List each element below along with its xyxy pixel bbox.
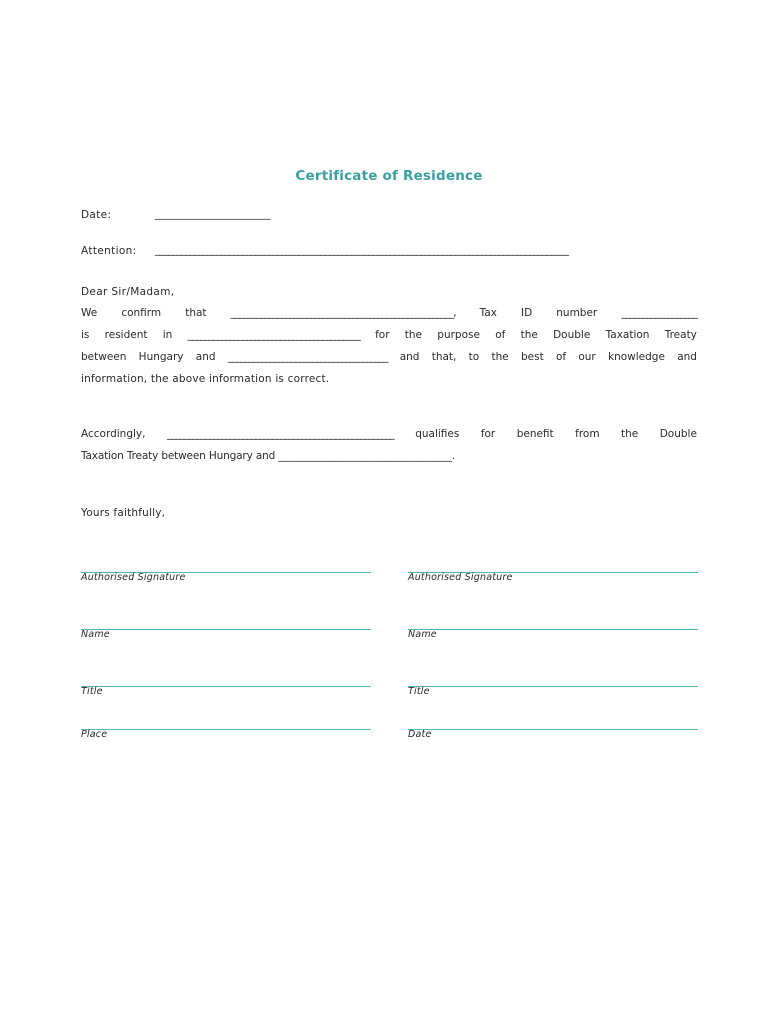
word: that, [431, 351, 457, 363]
word: to [468, 351, 480, 363]
word: benefit [516, 428, 554, 440]
word: and [195, 351, 216, 363]
word: the [491, 351, 509, 363]
word: the [621, 428, 639, 440]
word: Hungary [138, 351, 184, 363]
word: Double [553, 329, 591, 341]
paragraph1-line1 [81, 306, 697, 320]
paragraph2-line1 [81, 427, 697, 441]
country-blank: _________________________________________ [187, 329, 360, 341]
entity-blank: ______________________________________________________ [166, 428, 394, 440]
word: purpose [437, 329, 480, 341]
name-line [408, 629, 698, 630]
tax-id-blank: __________________ [621, 307, 697, 319]
authorised-signature-label-right: Authorised Signature [408, 572, 513, 583]
country-blank: ______________________________________ [227, 351, 388, 363]
word: confirm [121, 307, 162, 319]
attention-label: Attention: [81, 245, 137, 257]
word: Tax [479, 307, 497, 319]
word: in [162, 329, 173, 341]
word: number [556, 307, 598, 319]
word: knowledge [608, 351, 665, 363]
word: between [81, 351, 127, 363]
title-label-left: Title [81, 686, 103, 697]
name-label-right: Name [408, 629, 437, 640]
word: the [404, 329, 423, 341]
name-label-left: Name [81, 629, 110, 640]
word: Treaty [664, 329, 697, 341]
word: ID [521, 307, 533, 319]
name-blank: _____________________________________________________, [230, 307, 456, 319]
word: Accordingly, [81, 428, 146, 440]
word: Double [659, 428, 697, 440]
word: for [480, 428, 496, 440]
word: that [185, 307, 207, 319]
date-blank: ______________________ [155, 208, 271, 220]
word: We [81, 307, 98, 319]
name-line [81, 629, 371, 630]
word: resident [104, 329, 148, 341]
word: Taxation [605, 329, 650, 341]
word: qualifies [415, 428, 460, 440]
word: of [555, 351, 567, 363]
place-label: Place [81, 729, 108, 740]
document-title: Certificate of Residence [295, 168, 483, 184]
word: the [520, 329, 538, 341]
paragraph2-line2: Taxation Treaty between Hungary and __________________________________. [81, 450, 455, 462]
word: best [520, 351, 544, 363]
place-line [81, 729, 371, 730]
date-label: Date: [81, 209, 112, 221]
authorised-signature-label-left: Authorised Signature [81, 572, 186, 583]
word: and [677, 351, 697, 363]
paragraph1-line4: information, the above information is correct. [81, 373, 330, 385]
date-line [408, 729, 698, 730]
word: is [81, 329, 90, 341]
word: of [495, 329, 506, 341]
word: our [578, 351, 596, 363]
paragraph1-line3 [81, 350, 697, 364]
date-label-bottom: Date [408, 729, 432, 740]
title-line [81, 686, 371, 687]
title-label-right: Title [408, 686, 430, 697]
attention-blank: _______________________________________________________________________________________________ [155, 244, 569, 256]
title-line [408, 686, 698, 687]
word: for [375, 329, 390, 341]
word: and [399, 351, 420, 363]
salutation: Dear Sir/Madam, [81, 286, 175, 298]
word: from [575, 428, 600, 440]
paragraph1-line2 [81, 328, 697, 342]
closing: Yours faithfully, [81, 507, 166, 519]
